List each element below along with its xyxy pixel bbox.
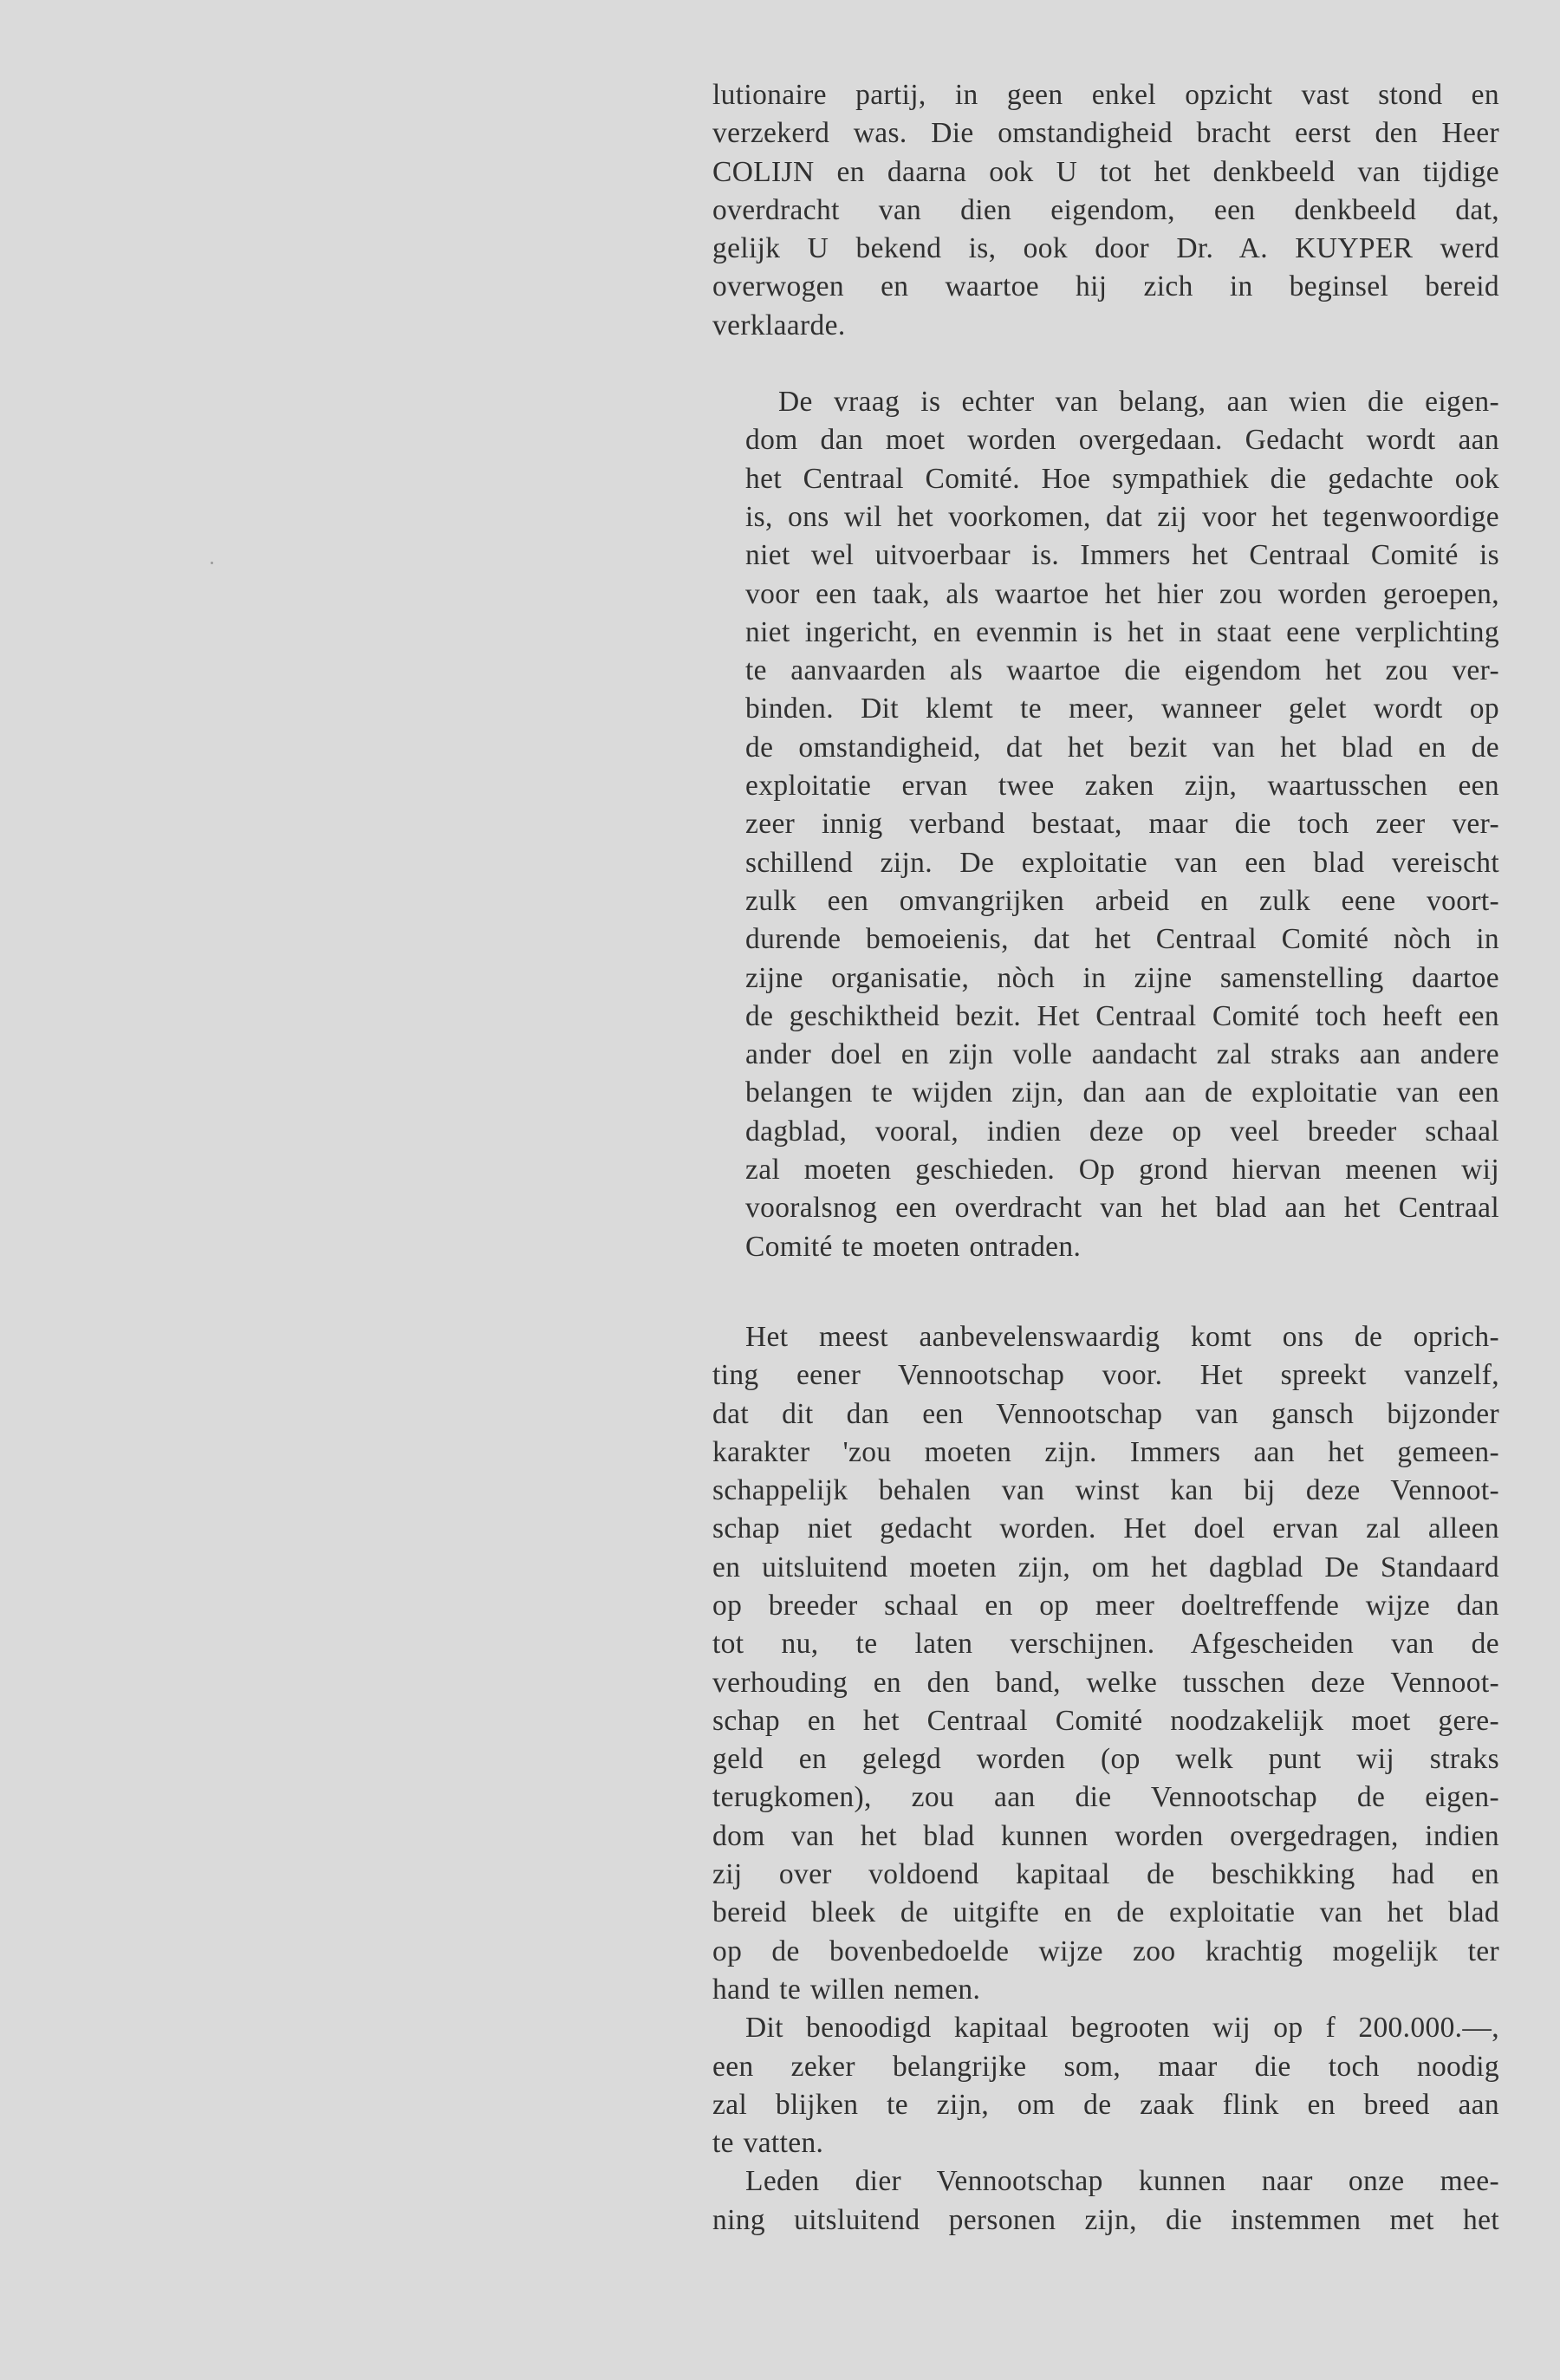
text-line: schillend zijn. De exploitatie van een blad vereischt [745,846,1499,879]
text-line: niet wel uitvoerbaar is. Immers het Centraal Comité is [745,539,1499,572]
text-line: op breeder schaal en op meer doeltreffende wijze dan [712,1589,1499,1622]
text-line: overwogen en waartoe hij zich in beginsel bereid [712,270,1499,303]
text-line: ting eener Vennootschap voor. Het spreekt vanzelf, [712,1359,1499,1392]
text-line: verhouding en den band, welke tusschen deze Vennoot- [712,1666,1499,1699]
text-line: zulk een omvangrijken arbeid en zulk eene voort- [745,884,1499,917]
text-line: belangen te wijden zijn, dan aan de exploitatie van een [745,1076,1499,1109]
text-line: lutionaire partij, in geen enkel opzicht vast stond en [712,79,1499,111]
text-line: voor een taak, als waartoe het hier zou worden geroepen, [745,577,1499,610]
paragraph-4 [712,2009,1499,2162]
text-line: schap niet gedacht worden. Het doel ervan zal alleen [712,1512,1499,1545]
text-line: zeer innig verband bestaat, maar die toch zeer ver- [745,808,1499,841]
text-line: vooralsnog een overdracht van het blad aan het Centraal [745,1192,1499,1225]
text-line: te vatten. [712,2127,824,2160]
text-line: durende bemoeienis, dat het Centraal Comité nòch in [745,923,1499,956]
text-line: COLIJN en daarna ook U tot het denkbeeld van tijdige [712,155,1499,188]
text-line: ander doel en zijn volle aandacht zal straks aan andere [745,1038,1499,1071]
text-line: bereid bleek de uitgifte en de exploitatie van het blad [712,1896,1499,1929]
text-line: dom dan moet worden overgedaan. Gedacht wordt aan [745,424,1499,457]
paragraph-3 [712,1318,1499,2009]
text-line: is, ons wil het voorkomen, dat zij voor het tegenwoordige [745,500,1499,533]
paragraph-1 [712,76,1499,345]
text-line: De vraag is echter van belang, aan wien die eigen- [778,386,1499,419]
text-line: schap en het Centraal Comité noodzakelijk moet gere- [712,1704,1499,1737]
text-line: te aanvaarden als waartoe die eigendom het zou ver- [745,654,1499,687]
paragraph-2 [712,383,1499,1266]
text-line: zal moeten geschieden. Op grond hiervan meenen wij [745,1154,1499,1187]
text-line: hand te willen nemen. [712,1973,981,2006]
text-line: exploitatie ervan twee zaken zijn, waartusschen een [745,770,1499,803]
text-line: Comité te moeten ontraden. [745,1230,1082,1263]
text-line: dagblad, vooral, indien deze op veel breeder schaal [745,1115,1499,1148]
text-line: Het meest aanbevelenswaardig komt ons de oprich- [745,1320,1499,1353]
text-line: geld en gelegd worden (op welk punt wij straks [712,1743,1499,1776]
text-line: verklaarde. [712,309,846,341]
text-line: ning uitsluitend personen zijn, die instemmen met het [712,2203,1499,2236]
text-line: zal blijken te zijn, om de zaak flink en breed aan [712,2088,1499,2121]
text-line: karakter 'zou moeten zijn. Immers aan het gemeen- [712,1435,1499,1468]
body-text-column [712,76,1499,2240]
text-line: schappelijk behalen van winst kan bij deze Vennoot- [712,1474,1499,1507]
paper-speck [211,562,213,564]
text-line: Leden dier Vennootschap kunnen naar onze mee- [745,2165,1499,2198]
text-line: de omstandigheid, dat het bezit van het blad en de [745,731,1499,764]
text-line: dat dit dan een Vennootschap van gansch bijzonder [712,1397,1499,1430]
text-line: verzekerd was. Die omstandigheid bracht eerst den Heer [712,117,1499,150]
text-line: Dit benoodigd kapitaal begrooten wij op f 200.000.—, [745,2012,1499,2045]
text-line: en uitsluitend moeten zijn, om het dagblad De Standaard [712,1551,1499,1583]
text-line: de geschiktheid bezit. Het Centraal Comité toch heeft een [745,999,1499,1032]
text-line: overdracht van dien eigendom, een denkbeeld dat, [712,193,1499,226]
paragraph-5 [712,2162,1499,2240]
text-line: terugkomen), zou aan die Vennootschap de eigen- [712,1781,1499,1814]
text-line: gelijk U bekend is, ook door Dr. A. KUYPER werd [712,232,1499,265]
text-line: zij over voldoend kapitaal de beschikking had en [712,1858,1499,1891]
text-line: op de bovenbedoelde wijze zoo krachtig mogelijk ter [712,1935,1499,1967]
text-line: het Centraal Comité. Hoe sympathiek die gedachte ook [745,462,1499,495]
text-line: dom van het blad kunnen worden overgedragen, indien [712,1819,1499,1852]
text-line: binden. Dit klemt te meer, wanneer gelet wordt op [745,693,1499,725]
text-line: niet ingericht, en evenmin is het in staat eene verplichting [745,615,1499,648]
text-line: zijne organisatie, nòch in zijne samenstelling daartoe [745,961,1499,994]
text-line: tot nu, te laten verschijnen. Afgescheiden van de [712,1628,1499,1661]
text-line: een zeker belangrijke som, maar die toch noodig [712,2050,1499,2083]
